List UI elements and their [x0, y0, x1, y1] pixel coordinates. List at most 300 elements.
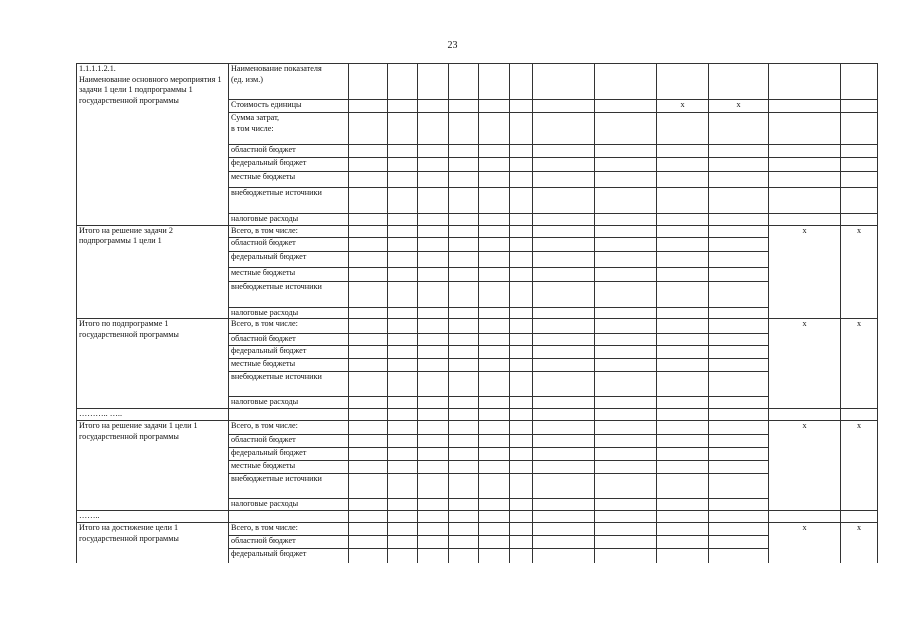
value-cell [709, 409, 769, 421]
value-cell [349, 188, 388, 214]
value-cell [388, 281, 418, 307]
value-cell [709, 549, 769, 563]
value-cell [510, 346, 533, 359]
value-cell [449, 448, 479, 461]
value-cell [595, 158, 657, 172]
value-cell [595, 113, 657, 145]
value-cell [479, 145, 510, 158]
value-cell [510, 307, 533, 319]
value-cell [388, 225, 418, 237]
value-cell [479, 523, 510, 536]
value-cell [657, 549, 709, 563]
value-cell [533, 474, 595, 499]
value-cell [595, 172, 657, 188]
value-cell [418, 172, 449, 188]
value-cell [479, 307, 510, 319]
value-cell [449, 225, 479, 237]
indicator-cell: местные бюджеты [229, 359, 349, 372]
indicator-cell: Всего, в том числе: [229, 523, 349, 536]
value-cell [418, 158, 449, 172]
value-cell [479, 549, 510, 563]
value-cell [533, 421, 595, 435]
value-cell [510, 372, 533, 397]
value-cell [709, 448, 769, 461]
value-cell [595, 188, 657, 214]
value-cell [510, 251, 533, 267]
value-cell [479, 158, 510, 172]
value-cell [657, 346, 709, 359]
value-cell [657, 448, 709, 461]
value-cell [388, 113, 418, 145]
value-cell [388, 448, 418, 461]
value-cell [479, 536, 510, 549]
value-cell [418, 549, 449, 563]
value-cell [449, 359, 479, 372]
value-cell [595, 319, 657, 334]
value-cell [769, 64, 841, 100]
indicator-cell: федеральный бюджет [229, 549, 349, 563]
value-cell [388, 64, 418, 100]
indicator-cell: местные бюджеты [229, 267, 349, 281]
value-cell [769, 409, 841, 421]
x-mark-cell: x [841, 421, 878, 511]
value-cell [349, 435, 388, 448]
indicator-cell: Всего, в том числе: [229, 421, 349, 435]
value-cell [533, 64, 595, 100]
value-cell [388, 237, 418, 251]
value-cell [388, 499, 418, 511]
value-cell [510, 461, 533, 474]
value-cell [841, 113, 878, 145]
value-cell [510, 225, 533, 237]
value-cell [449, 307, 479, 319]
value-cell [510, 113, 533, 145]
indicator-cell: областной бюджет [229, 145, 349, 158]
value-cell [533, 511, 595, 523]
value-cell [533, 281, 595, 307]
value-cell [533, 435, 595, 448]
value-cell [388, 172, 418, 188]
value-cell [709, 225, 769, 237]
indicator-cell: местные бюджеты [229, 172, 349, 188]
value-cell [418, 346, 449, 359]
value-cell [449, 251, 479, 267]
value-cell [418, 267, 449, 281]
value-cell [479, 214, 510, 226]
value-cell [709, 113, 769, 145]
value-cell [349, 225, 388, 237]
value-cell [510, 214, 533, 226]
budget-table-body [77, 64, 878, 563]
value-cell [533, 397, 595, 409]
value-cell [349, 346, 388, 359]
value-cell [595, 307, 657, 319]
value-cell [349, 158, 388, 172]
value-cell [709, 214, 769, 226]
value-cell [510, 435, 533, 448]
value-cell [533, 536, 595, 549]
value-cell [595, 267, 657, 281]
value-cell [418, 188, 449, 214]
value-cell [510, 409, 533, 421]
value-cell [418, 523, 449, 536]
value-cell [418, 145, 449, 158]
value-cell [769, 511, 841, 523]
value-cell [709, 536, 769, 549]
value-cell [479, 100, 510, 113]
indicator-cell: областной бюджет [229, 435, 349, 448]
value-cell [533, 549, 595, 563]
value-cell [657, 145, 709, 158]
value-cell [595, 474, 657, 499]
value-cell [449, 214, 479, 226]
value-cell [418, 359, 449, 372]
value-cell [595, 281, 657, 307]
value-cell [709, 281, 769, 307]
value-cell [349, 536, 388, 549]
value-cell [388, 549, 418, 563]
value-cell [388, 536, 418, 549]
value-cell [657, 64, 709, 100]
indicator-cell: федеральный бюджет [229, 448, 349, 461]
value-cell [418, 281, 449, 307]
value-cell [349, 397, 388, 409]
indicator-cell: налоговые расходы [229, 307, 349, 319]
value-cell [595, 334, 657, 346]
value-cell [449, 346, 479, 359]
value-cell [449, 334, 479, 346]
value-cell [349, 359, 388, 372]
value-cell [388, 409, 418, 421]
value-cell [349, 172, 388, 188]
value-cell [479, 251, 510, 267]
indicator-cell [229, 511, 349, 523]
page-number: 23 [447, 40, 458, 51]
value-cell [388, 307, 418, 319]
x-mark-cell: x [657, 100, 709, 113]
indicator-cell: Стоимость единицы [229, 100, 349, 113]
value-cell [418, 435, 449, 448]
value-cell [657, 319, 709, 334]
section-label: 1.1.1.1.2.1. Наименование основного мероприятия 1 задачи 1 цели 1 подпрограммы 1 государственной программы [77, 64, 229, 226]
value-cell [510, 499, 533, 511]
value-cell [388, 397, 418, 409]
section-label: ……….. ….. [77, 409, 229, 421]
value-cell [533, 523, 595, 536]
value-cell [709, 172, 769, 188]
x-mark-cell: x [769, 225, 841, 319]
value-cell [479, 511, 510, 523]
value-cell [769, 214, 841, 226]
value-cell [595, 511, 657, 523]
value-cell [449, 188, 479, 214]
value-cell [388, 334, 418, 346]
section-label: Итого по подпрограмме 1 государственной программы [77, 319, 229, 409]
value-cell [479, 359, 510, 372]
indicator-cell: федеральный бюджет [229, 158, 349, 172]
value-cell [349, 307, 388, 319]
section-label: …….. [77, 511, 229, 523]
value-cell [449, 172, 479, 188]
value-cell [449, 319, 479, 334]
indicator-cell [229, 409, 349, 421]
value-cell [349, 334, 388, 346]
value-cell [388, 267, 418, 281]
value-cell [595, 397, 657, 409]
value-cell [479, 346, 510, 359]
value-cell [479, 267, 510, 281]
value-cell [510, 549, 533, 563]
section-label: Итого на решение задачи 1 цели 1 государственной программы [77, 421, 229, 511]
value-cell [595, 461, 657, 474]
value-cell [510, 397, 533, 409]
value-cell [510, 523, 533, 536]
indicator-cell: внебюджетные источники [229, 281, 349, 307]
value-cell [595, 251, 657, 267]
value-cell [841, 158, 878, 172]
value-cell [533, 237, 595, 251]
value-cell [769, 188, 841, 214]
value-cell [349, 267, 388, 281]
value-cell [418, 511, 449, 523]
value-cell [418, 448, 449, 461]
value-cell [657, 281, 709, 307]
value-cell [388, 251, 418, 267]
value-cell [533, 214, 595, 226]
x-mark-cell: x [841, 319, 878, 409]
value-cell [418, 397, 449, 409]
value-cell [479, 397, 510, 409]
value-cell [388, 145, 418, 158]
value-cell [709, 511, 769, 523]
value-cell [769, 172, 841, 188]
value-cell [533, 409, 595, 421]
value-cell [388, 421, 418, 435]
value-cell [709, 523, 769, 536]
value-cell [449, 372, 479, 397]
value-cell [657, 188, 709, 214]
value-cell [388, 359, 418, 372]
value-cell [479, 319, 510, 334]
value-cell [449, 145, 479, 158]
value-cell [533, 188, 595, 214]
value-cell [449, 100, 479, 113]
value-cell [510, 359, 533, 372]
value-cell [418, 474, 449, 499]
value-cell [510, 100, 533, 113]
value-cell [510, 188, 533, 214]
value-cell [388, 319, 418, 334]
value-cell [533, 499, 595, 511]
value-cell [449, 474, 479, 499]
indicator-cell: Наименование показателя (ед. изм.) [229, 64, 349, 100]
value-cell [595, 523, 657, 536]
value-cell [418, 409, 449, 421]
value-cell [657, 359, 709, 372]
budget-table-wrapper [76, 63, 878, 563]
value-cell [657, 523, 709, 536]
value-cell [349, 251, 388, 267]
value-cell [709, 251, 769, 267]
value-cell [479, 225, 510, 237]
value-cell [510, 421, 533, 435]
indicator-cell: областной бюджет [229, 237, 349, 251]
value-cell [769, 100, 841, 113]
indicator-cell: Сумма затрат, в том числе: [229, 113, 349, 145]
x-mark-cell: x [841, 523, 878, 563]
indicator-cell: областной бюджет [229, 536, 349, 549]
value-cell [709, 435, 769, 448]
indicator-cell: внебюджетные источники [229, 474, 349, 499]
value-cell [841, 64, 878, 100]
value-cell [418, 113, 449, 145]
value-cell [533, 372, 595, 397]
value-cell [841, 188, 878, 214]
value-cell [418, 237, 449, 251]
value-cell [418, 100, 449, 113]
value-cell [657, 409, 709, 421]
value-cell [418, 225, 449, 237]
value-cell [510, 158, 533, 172]
value-cell [449, 461, 479, 474]
value-cell [349, 523, 388, 536]
value-cell [349, 409, 388, 421]
value-cell [418, 307, 449, 319]
value-cell [657, 225, 709, 237]
value-cell [595, 359, 657, 372]
value-cell [709, 397, 769, 409]
value-cell [657, 435, 709, 448]
value-cell [349, 421, 388, 435]
value-cell [595, 536, 657, 549]
x-mark-cell: x [769, 421, 841, 511]
value-cell [449, 499, 479, 511]
value-cell [709, 188, 769, 214]
value-cell [769, 145, 841, 158]
value-cell [533, 346, 595, 359]
value-cell [510, 237, 533, 251]
x-mark-cell: x [769, 523, 841, 563]
value-cell [449, 523, 479, 536]
value-cell [595, 549, 657, 563]
value-cell [510, 511, 533, 523]
value-cell [709, 319, 769, 334]
value-cell [479, 172, 510, 188]
value-cell [533, 251, 595, 267]
value-cell [533, 267, 595, 281]
table-row [77, 409, 878, 421]
value-cell [388, 158, 418, 172]
value-cell [709, 237, 769, 251]
indicator-cell: Всего, в том числе: [229, 319, 349, 334]
value-cell [657, 307, 709, 319]
value-cell [533, 113, 595, 145]
value-cell [657, 372, 709, 397]
value-cell [449, 409, 479, 421]
value-cell [449, 281, 479, 307]
value-cell [595, 145, 657, 158]
value-cell [657, 536, 709, 549]
value-cell [349, 511, 388, 523]
value-cell [595, 409, 657, 421]
value-cell [418, 334, 449, 346]
table-row [77, 319, 878, 334]
value-cell [479, 281, 510, 307]
value-cell [449, 435, 479, 448]
value-cell [418, 64, 449, 100]
indicator-cell: налоговые расходы [229, 499, 349, 511]
value-cell [510, 474, 533, 499]
value-cell [657, 421, 709, 435]
value-cell [709, 64, 769, 100]
value-cell [479, 372, 510, 397]
value-cell [388, 435, 418, 448]
value-cell [449, 549, 479, 563]
value-cell [388, 188, 418, 214]
value-cell [657, 113, 709, 145]
value-cell [479, 188, 510, 214]
value-cell [388, 474, 418, 499]
value-cell [657, 511, 709, 523]
value-cell [479, 409, 510, 421]
value-cell [349, 64, 388, 100]
value-cell [349, 499, 388, 511]
value-cell [709, 499, 769, 511]
value-cell [449, 511, 479, 523]
value-cell [349, 448, 388, 461]
value-cell [657, 237, 709, 251]
value-cell [533, 158, 595, 172]
value-cell [657, 334, 709, 346]
value-cell [595, 499, 657, 511]
value-cell [709, 145, 769, 158]
value-cell [449, 64, 479, 100]
value-cell [533, 145, 595, 158]
value-cell [449, 421, 479, 435]
value-cell [595, 372, 657, 397]
value-cell [479, 435, 510, 448]
value-cell [841, 409, 878, 421]
value-cell [418, 251, 449, 267]
value-cell [595, 346, 657, 359]
value-cell [709, 307, 769, 319]
indicator-cell: налоговые расходы [229, 397, 349, 409]
value-cell [769, 113, 841, 145]
value-cell [449, 267, 479, 281]
value-cell [479, 113, 510, 145]
value-cell [418, 536, 449, 549]
indicator-cell: местные бюджеты [229, 461, 349, 474]
value-cell [533, 448, 595, 461]
value-cell [533, 172, 595, 188]
value-cell [388, 214, 418, 226]
value-cell [479, 461, 510, 474]
value-cell [479, 334, 510, 346]
value-cell [349, 214, 388, 226]
value-cell [510, 267, 533, 281]
value-cell [349, 145, 388, 158]
value-cell [709, 421, 769, 435]
value-cell [841, 145, 878, 158]
value-cell [595, 100, 657, 113]
table-row [77, 421, 878, 435]
value-cell [533, 319, 595, 334]
value-cell [349, 237, 388, 251]
value-cell [349, 372, 388, 397]
value-cell [657, 251, 709, 267]
value-cell [510, 319, 533, 334]
value-cell [349, 549, 388, 563]
